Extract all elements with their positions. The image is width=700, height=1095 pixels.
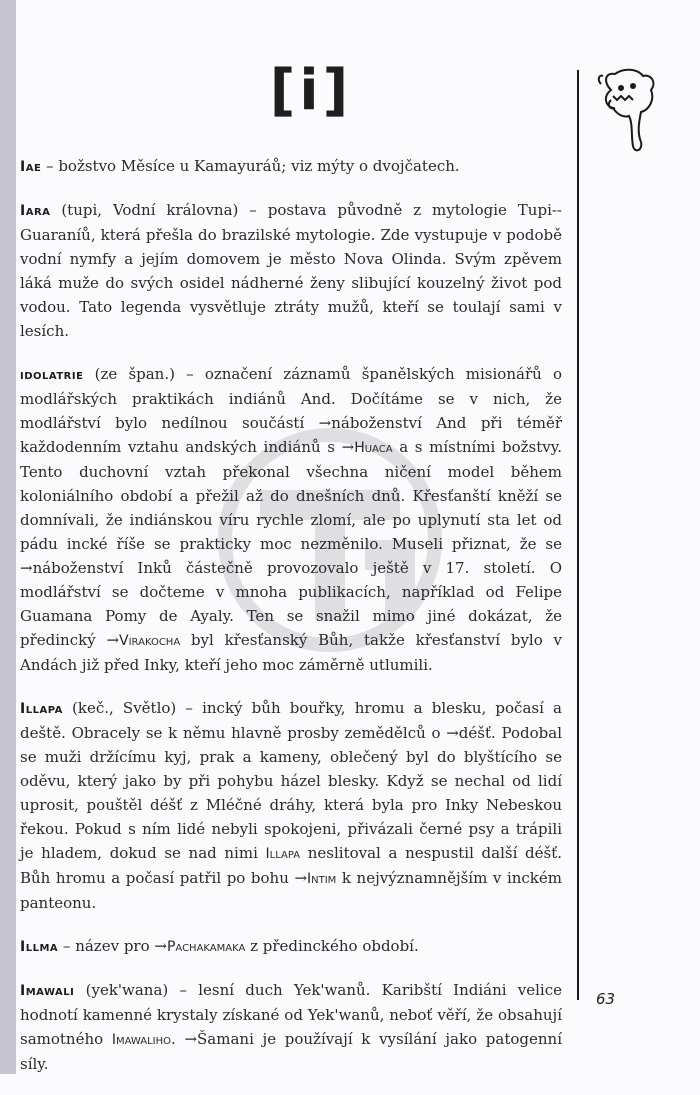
entry-illapa bbox=[20, 696, 562, 915]
entry-iara bbox=[20, 198, 562, 343]
entry-term: Illma bbox=[20, 939, 59, 955]
cross-reference: Imawaliho bbox=[111, 1032, 171, 1048]
entry-idolatrie bbox=[20, 362, 562, 677]
entry-text: z předinckého období. bbox=[245, 937, 419, 955]
cross-reference: Pachakamaka bbox=[166, 939, 246, 955]
cross-reference: Virakocha bbox=[119, 633, 181, 649]
cross-reference: Illapa bbox=[265, 846, 301, 862]
entry-term: Iae bbox=[20, 159, 42, 175]
entry-text: – božstvo Měsíce u Kamayuráů; viz mýty o dvojčatech. bbox=[41, 157, 460, 175]
entry-imawali bbox=[20, 978, 562, 1076]
page-edge-shadow bbox=[0, 0, 16, 1074]
entry-term: Illapa bbox=[20, 701, 63, 717]
entry-illma bbox=[20, 934, 562, 959]
page-heading: [i] bbox=[269, 58, 353, 123]
entry-text: k nejvýznamnějším v inckém panteonu. bbox=[20, 869, 562, 912]
cross-reference: Huaca bbox=[354, 440, 393, 456]
entry-text: a s místními božstvy. Tento duchovní vztah překonal všechna ničení model během koloniálního období a přežil až do dnešních dnů. Křesťanští kněží se domnívali, že indiánskou víru rychle zlomí, ale po uplynutí sta let od pádu incké říše se prakticky moc nezměnilo. Museli přiznat, že se →náboženství Inků částečně provozovalo ještě v 17. století. O modlářství se dočteme v mnoha publikacích, například od Felipe Guamana Pomy de Ayaly. Ten se snažil mimo jiné dokázat, že předincký → bbox=[20, 438, 562, 649]
entry-text: neslitoval a nespustil další déšť. Bůh hromu a počasí patřil po bohu → bbox=[20, 844, 562, 887]
entry-text: byl křesťanský Bůh, takže křesťanství bylo v Andách již před Inky, kteří jeho moc záměrně utlumili. bbox=[20, 631, 562, 674]
entry-text: (yek'wana) – lesní duch Yek'wanů. Karibští Indiáni velice hodnotí kamenné krystaly získané od Yek'wanů, neboť věří, že obsahují samotného bbox=[20, 981, 562, 1048]
page-number: 63 bbox=[596, 990, 616, 1008]
entry-text: – název pro → bbox=[58, 937, 167, 955]
entry-term: Imawali bbox=[20, 983, 75, 999]
entry-text: . →Šamani je používají k vysílání jako patogenní síly. bbox=[20, 1030, 563, 1073]
column-divider bbox=[577, 70, 579, 1000]
entries-column bbox=[20, 154, 562, 1095]
ghost-spirit-icon bbox=[593, 66, 659, 156]
entry-term: idolatrie bbox=[20, 367, 84, 383]
cross-reference: Intim bbox=[307, 871, 337, 887]
entry-text: (ze špan.) – označení záznamů španělských misionářů o modlářských praktikách indiánů And. Dočítáme se v nich, že modlářství bylo nedílnou součástí →náboženství And při téměř každodenním vztahu andských indiánů s → bbox=[20, 365, 562, 456]
entry-iae bbox=[20, 154, 562, 179]
entry-text: (tupi, Vodní královna) – postava původně z mytologie Tupi--Guaraníů, která přešla do brazilské mytologie. Zde vystupuje v podobě vodní nymfy a jejím domovem je město Nova Olinda. Svým zpěvem láká muže do svých osidel nádherné ženy slibující kouzelný život pod vodou. Tato legenda vysvětluje ztráty mužů, kteří se toulají sami v lesích. bbox=[20, 201, 562, 340]
entry-term: Iara bbox=[20, 203, 51, 219]
entry-text: (keč., Světlo) – incký bůh bouřky, hromu a blesku, počasí a deště. Obracely se k němu hlavně prosby zemědělců o →déšť. Podobal se muži držícímu kyj, prak a kameny, oblečený byl do blyštícího se oděvu, který jako by při pohybu házel blesky. Když se nechal od lidí uprosit, pouštěl déšť z Mléčné dráhy, která byla pro Inky Nebeskou řekou. Pokud s ním lidé nebyli spokojeni, přivázali černé psy a trápili je hladem, dokud se nad nimi bbox=[20, 699, 562, 862]
